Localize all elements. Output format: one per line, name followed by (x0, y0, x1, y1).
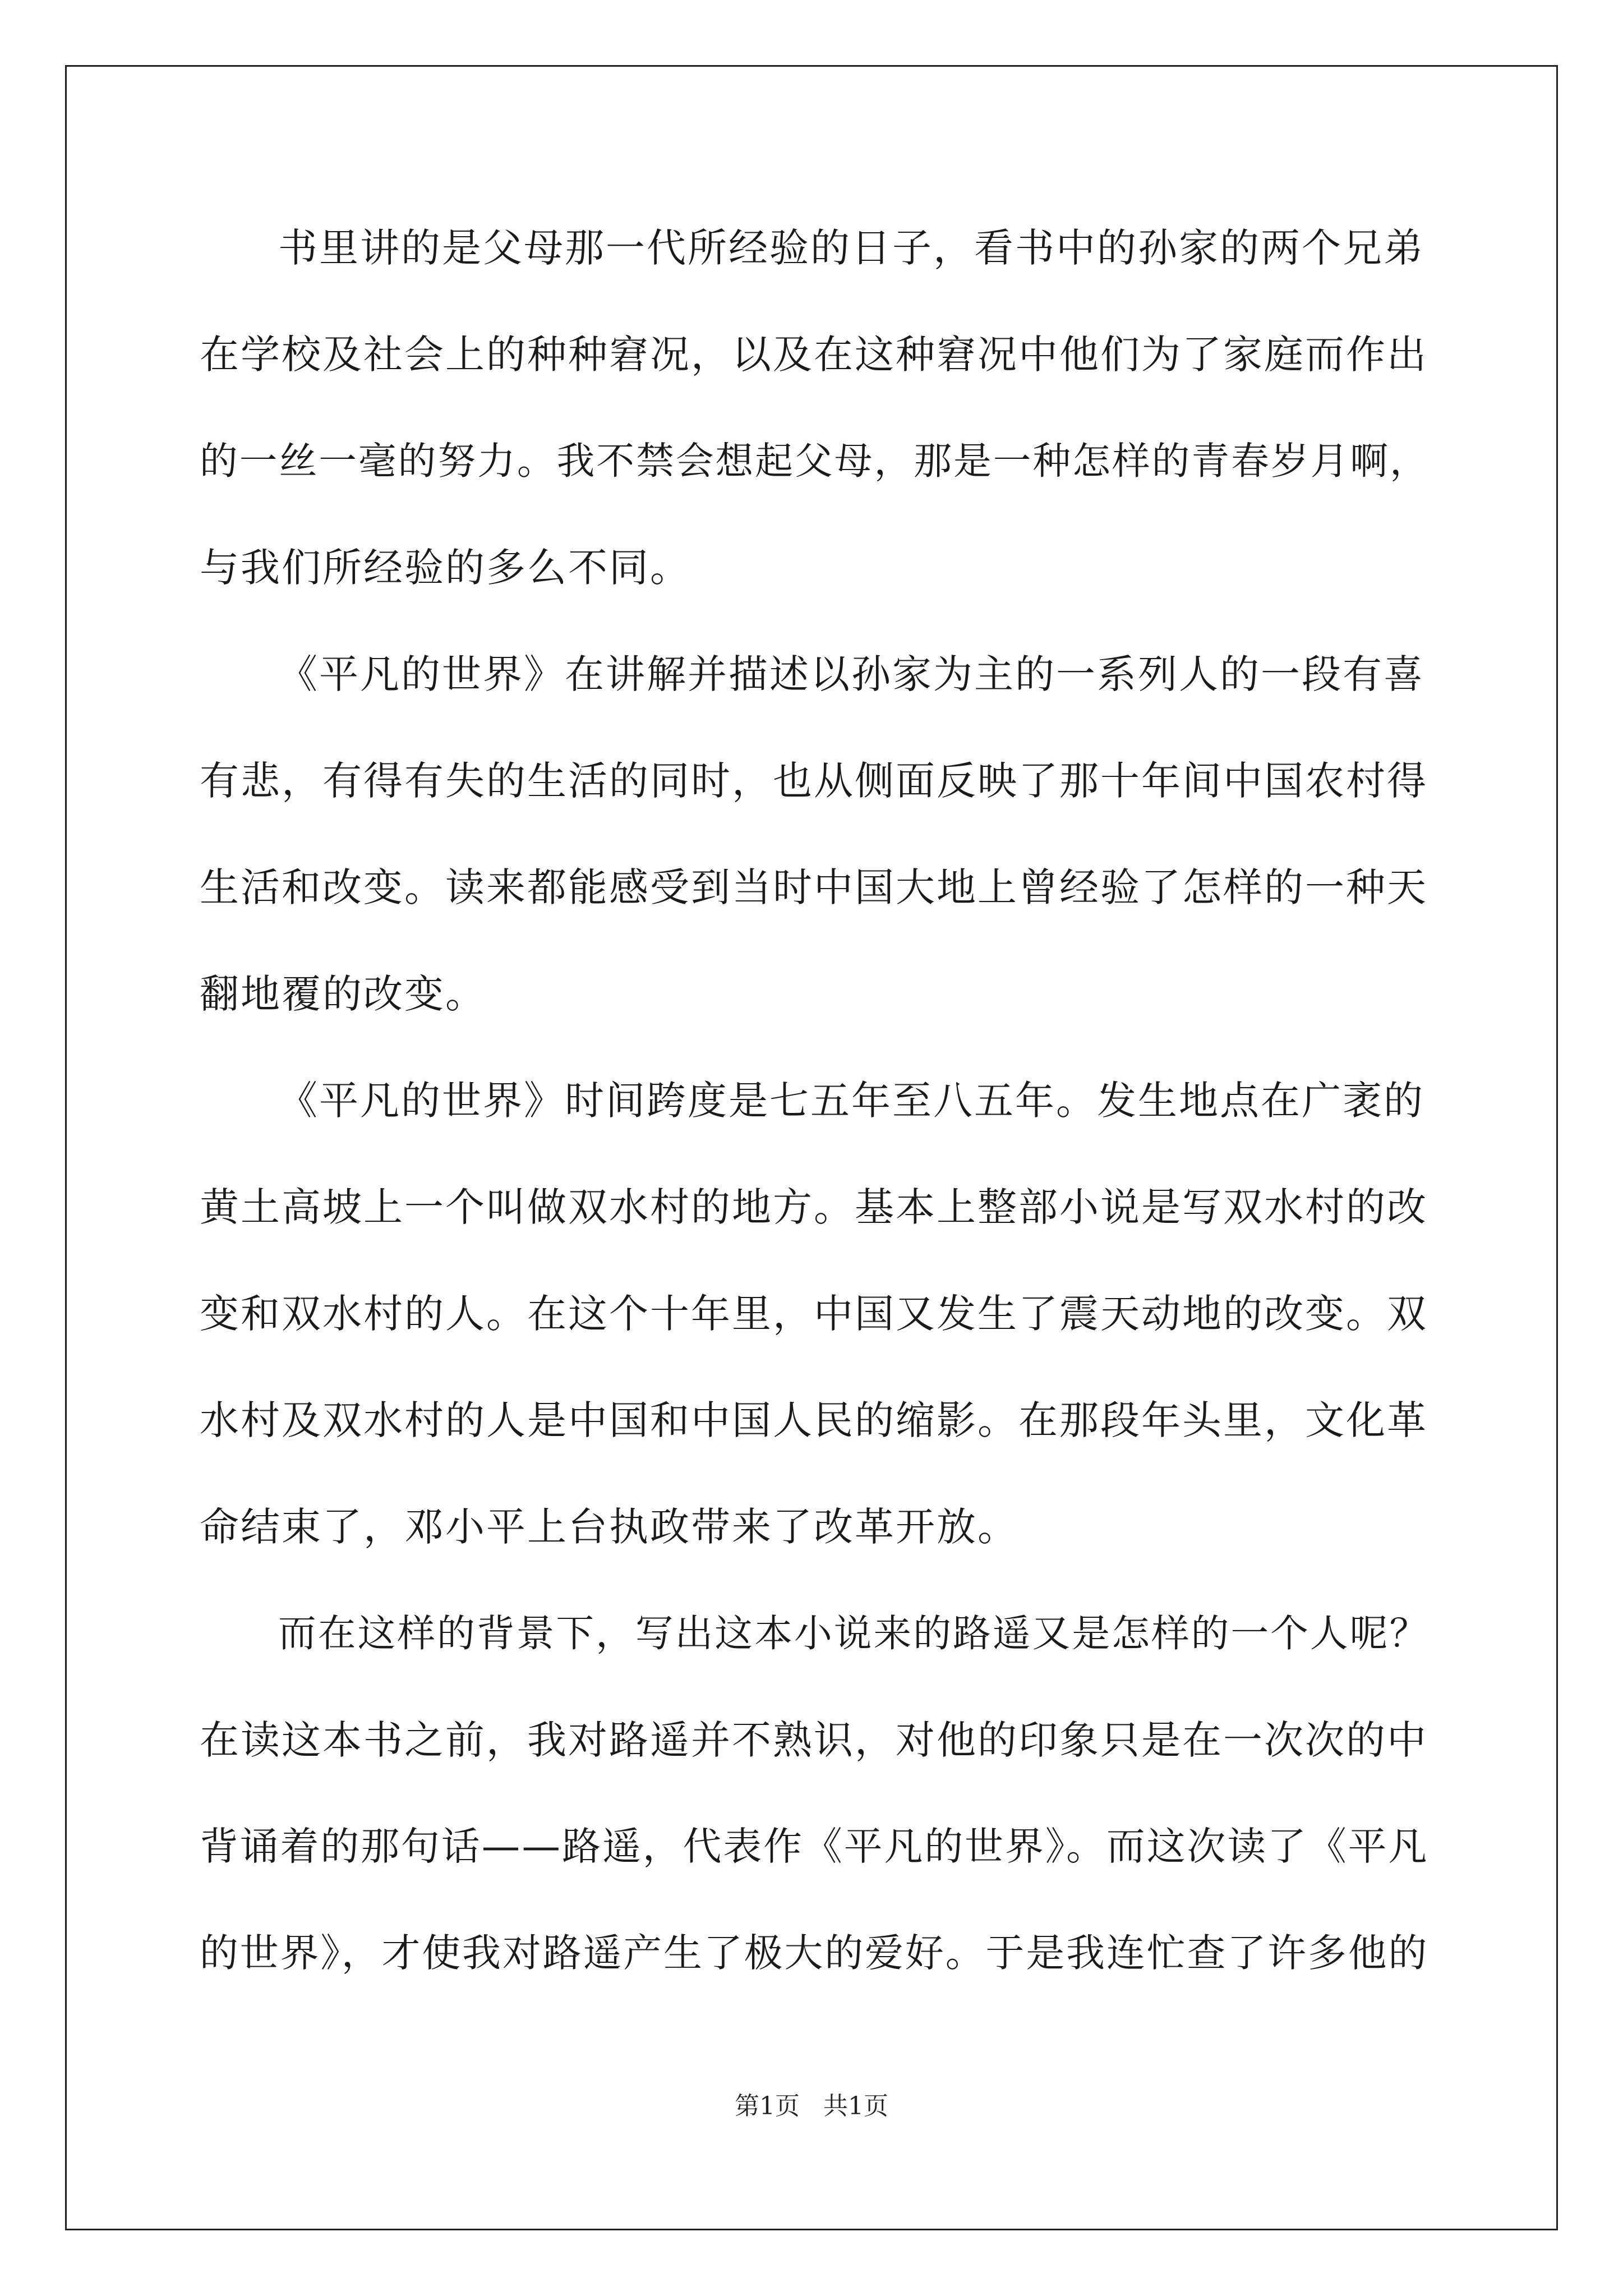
text-line: 生活和改变。读来都能感受到当时中国大地上曾经验了怎样的一种天 (200, 864, 1428, 910)
text-line: 《平凡的世界》在讲解并描述以孙家为主的一系列人的一段有喜 (278, 651, 1424, 697)
text-line: 与我们所经验的多么不同。 (200, 545, 691, 591)
text-line: 而在这样的背景下，写出这本小说来的路遥又是怎样的一个人呢？ (278, 1611, 1430, 1655)
text-line: 背诵着的那句话——路遥，代表作《平凡的世界》。而这次读了《平凡 (200, 1824, 1429, 1869)
text-line: 有悲，有得有失的生活的同时，也从侧面反映了那十年间中国农村得 (200, 758, 1428, 804)
text-line: 水村及双水村的人是中国和中国人民的缩影。在那段年头里，文化革 (200, 1397, 1428, 1443)
text-line: 在读这本书之前，我对路遥并不熟识，对他的印象只是在一次次的中 (200, 1717, 1428, 1763)
text-line: 的世界》，才使我对路遥产生了极大的爱好。于是我连忙查了许多他的 (200, 1931, 1429, 1976)
text-line: 的一丝一毫的努力。我不禁会想起父母，那是一种怎样的青春岁月啊， (200, 439, 1430, 483)
text-line: 在学校及社会上的种种窘况，以及在这种窘况中他们为了家庭而作出 (200, 332, 1428, 378)
document-body (200, 219, 1428, 2031)
text-line: 变和双水村的人。在这个十年里，中国又发生了震天动地的改变。双 (200, 1291, 1428, 1337)
text-line: 《平凡的世界》时间跨度是七五年至八五年。发生地点在广袤的 (278, 1078, 1424, 1124)
page-footer (0, 2086, 1623, 2122)
text-line: 书里讲的是父母那一代所经验的日子，看书中的孙家的两个兄弟 (278, 225, 1424, 271)
page-number: 第1页 共1页 (735, 2092, 888, 2120)
text-line: 命结束了，邓小平上台执政带来了改革开放。 (200, 1504, 1018, 1550)
text-line: 翻地覆的改变。 (200, 971, 486, 1017)
text-line: 黄土高坡上一个叫做双水村的地方。基本上整部小说是写双水村的改 (200, 1184, 1428, 1230)
